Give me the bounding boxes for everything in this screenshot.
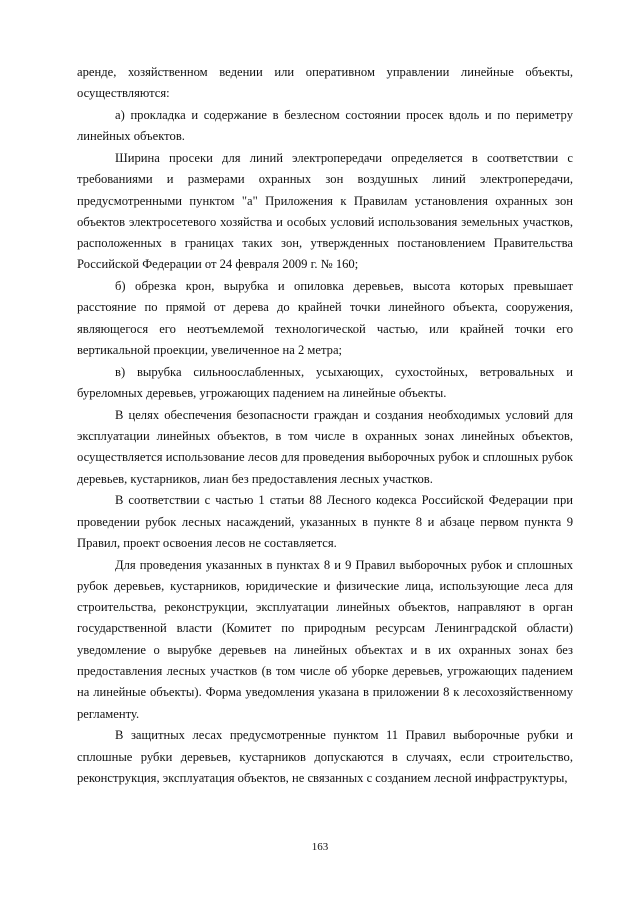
page-number: 163 (311, 841, 329, 853)
paragraph-item-v: в) вырубка сильноослабленных, усыхающих, сухостойных, ветровальных и буреломных деревьев, угрожающих падением на линейные объекты. (77, 364, 573, 401)
paragraph-protective-forests: В защитных лесах предусмотренные пунктом 11 Правил выборочные рубки и сплошные рубки деревьев, кустарников допускаются в случаях, если строительство, реконструкция, эксплуатация объектов, не связанных с созданием лесной инфраструктуры, (77, 728, 573, 785)
paragraph-item-a: а) прокладка и содержание в безлесном состоянии просек вдоль и по периметру линейных объектов. (77, 107, 573, 144)
paragraph-safety: В целях обеспечения безопасности граждан и создания необходимых условий для эксплуатации линейных объектов, в том числе в охранных зонах линейных объектов, осуществляется использование лесов для проведения выборочных рубок и сплошных рубок деревьев, кустарников, лиан без предоставления лесных участков. (77, 407, 573, 486)
page-body-text (77, 62, 573, 790)
paragraph-forest-code: В соответствии с частью 1 статьи 88 Лесного кодекса Российской Федерации при проведении рубок лесных насаждений, указанных в пункте 8 и абзаце первом пункта 9 Правил, проект освоения лесов не составляется. (77, 493, 573, 550)
paragraph-item-b: б) обрезка крон, вырубка и опиловка деревьев, высота которых превышает расстояние по прямой от дерева до крайней точки линейного объекта, сооружения, являющегося его неотъемлемой технологической частью, или крайней точки его вертикальной проекции, увеличенное на 2 метра; (77, 279, 573, 358)
paragraph-notification: Для проведения указанных в пунктах 8 и 9 Правил выборочных рубок и сплошных рубок деревьев, кустарников, юридические и физические лица, использующие леса для строительства, реконструкции, эксплуатации линейных объектов, направляют в орган государственной власти (Комитет по природным ресурсам Ленинградской области) уведомление о вырубке деревьев на линейных объектах и в их охранных зонах без предоставления лесных участков (в том числе об уборке деревьев, угрожающих падением на линейные объекты). Форма уведомления указана в приложении 8 к лесохозяйственному регламенту. (77, 557, 573, 721)
paragraph-continuation: аренде, хозяйственном ведении или оперативном управлении линейные объекты, осуществляются: (77, 65, 573, 101)
paragraph-clearing-width: Ширина просеки для линий электропередачи определяется в соответствии с требованиями и размерами охранных зон воздушных линий электропередачи, предусмотренными пунктом "а" Приложения к Правилам установления охранных зон объектов электросетевого хозяйства и особых условий использования земельных участков, расположенных в границах таких зон, утвержденных постановлением Правительства Российской Федерации от 24 февраля 2009 г. № 160; (77, 150, 573, 272)
